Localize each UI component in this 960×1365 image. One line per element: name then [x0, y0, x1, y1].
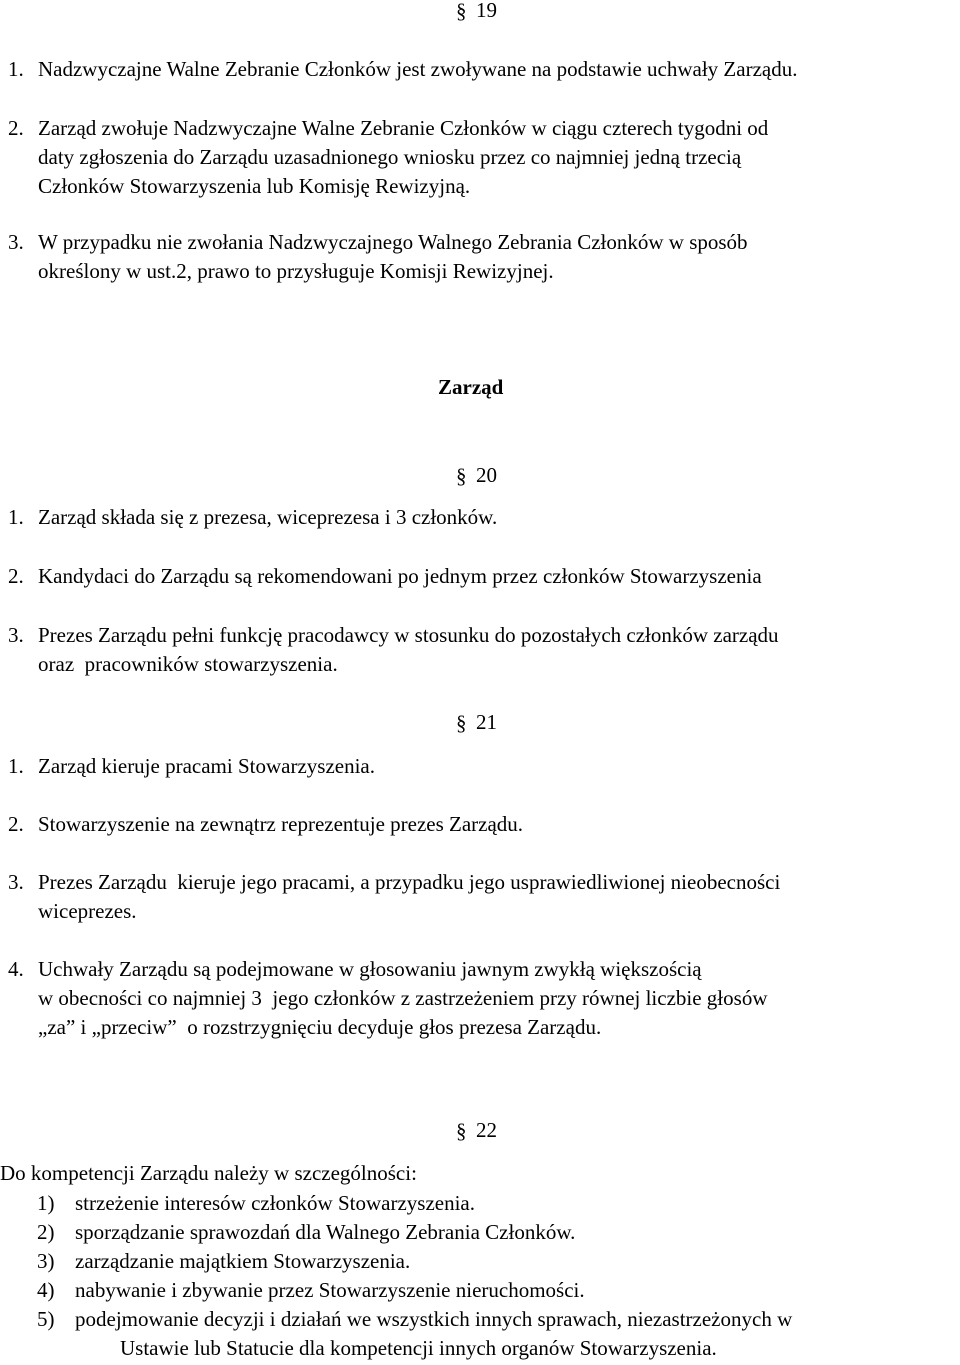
- item-text-line: wiceprezes.: [38, 899, 137, 923]
- item-number: 3.: [8, 230, 24, 254]
- item-text-line: Uchwały Zarządu są podejmowane w głosowaniu jawnym zwykłą większością: [38, 957, 702, 981]
- list-text: zarządzanie majątkiem Stowarzyszenia.: [75, 1249, 411, 1273]
- section-sign: §: [456, 0, 467, 23]
- item-text: Zarząd składa się z prezesa, wiceprezesa i 3 członków.: [38, 505, 498, 529]
- section-sign: §: [456, 711, 467, 735]
- item-text-line: „za” i „przeciw” o rozstrzygnięciu decyduje głos prezesa Zarządu.: [38, 1015, 602, 1039]
- item-text: Stowarzyszenie na zewnątrz reprezentuje prezes Zarządu.: [38, 812, 524, 836]
- list-text: nabywanie i zbywanie przez Stowarzyszenie nieruchomości.: [75, 1278, 585, 1302]
- s22-list-item-5-continuation: Ustawie lub Statucie dla kompetencji innych organów Stowarzyszenia.: [120, 1336, 717, 1360]
- item-number: 1.: [8, 754, 24, 778]
- item-text-line: Prezes Zarządu kieruje jego pracami, a przypadku jego usprawiedliwionej nieobecności: [38, 870, 781, 894]
- list-number: 4): [37, 1278, 55, 1302]
- list-text: sporządzanie sprawozdań dla Walnego Zebrania Członków.: [75, 1220, 576, 1244]
- list-text: strzeżenie interesów członków Stowarzyszenia.: [75, 1191, 476, 1215]
- list-number: 5): [37, 1307, 55, 1331]
- item-text: Kandydaci do Zarządu są rekomendowani po jednym przez członków Stowarzyszenia: [38, 564, 762, 588]
- item-text-line: Członków Stowarzyszenia lub Komisję Rewizyjną.: [38, 174, 471, 198]
- item-number: 1.: [8, 57, 24, 81]
- item-number: 3.: [8, 870, 24, 894]
- item-text-line: W przypadku nie zwołania Nadzwyczajnego Walnego Zebrania Członków w sposób: [38, 230, 748, 254]
- chapter-heading: Zarząd: [438, 375, 504, 399]
- list-number: 3): [37, 1249, 55, 1273]
- item-text-line: oraz pracowników stowarzyszenia.: [38, 652, 338, 676]
- list-text: podejmowanie decyzji i działań we wszystkich innych sprawach, niezastrzeżonych w: [75, 1307, 793, 1331]
- item-text-line: Prezes Zarządu pełni funkcję pracodawcy w stosunku do pozostałych członków zarządu: [38, 623, 779, 647]
- list-number: 1): [37, 1191, 55, 1215]
- s22-intro: Do kompetencji Zarządu należy w szczególności:: [0, 1161, 417, 1185]
- item-number: 3.: [8, 623, 24, 647]
- section-number: 20: [476, 463, 497, 487]
- section-sign: §: [456, 464, 467, 488]
- section-sign: §: [456, 1119, 467, 1143]
- item-text: Zarząd kieruje pracami Stowarzyszenia.: [38, 754, 375, 778]
- item-text: Nadzwyczajne Walne Zebranie Członków jest zwoływane na podstawie uchwały Zarządu.: [38, 57, 798, 81]
- item-number: 2.: [8, 564, 24, 588]
- item-number: 4.: [8, 957, 24, 981]
- section-number: 19: [476, 0, 497, 22]
- item-number: 1.: [8, 505, 24, 529]
- item-text-line: Zarząd zwołuje Nadzwyczajne Walne Zebranie Członków w ciągu czterech tygodni od: [38, 116, 769, 140]
- item-number: 2.: [8, 116, 24, 140]
- section-number: 21: [476, 710, 497, 734]
- item-text-line: daty zgłoszenia do Zarządu uzasadnionego wniosku przez co najmniej jedną trzecią: [38, 145, 742, 169]
- list-number: 2): [37, 1220, 55, 1244]
- section-number: 22: [476, 1118, 497, 1142]
- item-text-line: określony w ust.2, prawo to przysługuje Komisji Rewizyjnej.: [38, 259, 554, 283]
- item-text-line: w obecności co najmniej 3 jego członków z zastrzeżeniem przy równej liczbie głosów: [38, 986, 768, 1010]
- item-number: 2.: [8, 812, 24, 836]
